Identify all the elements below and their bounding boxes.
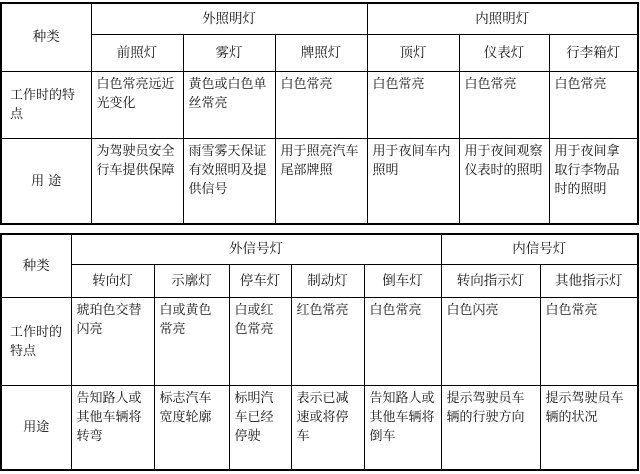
use-cell: 雨雪雾天保证有效照明及提供信号 [183,138,275,224]
lighting-lamps-table [0,2,639,225]
use-cell: 用于照亮汽车尾部牌照 [275,138,367,224]
feature-cell: 白色常亮远近光变化 [91,71,183,138]
column-header: 示廓灯 [154,264,229,297]
column-header: 制动灯 [291,264,364,297]
column-header: 行李箱灯 [549,34,638,71]
feature-cell: 白或红色常亮 [229,297,291,385]
internal-signal-header: 内信号灯 [441,234,638,264]
external-lighting-header: 外照明灯 [91,3,367,34]
feature-cell: 白色常亮 [459,71,549,138]
feature-cell: 白色常亮 [364,297,441,385]
use-cell: 告知路人或其他车辆将倒车 [364,385,441,470]
column-header: 前照灯 [91,34,183,71]
row-label-features: 工作时的特点 [1,71,91,138]
use-cell: 为驾驶员安全行车提供保障 [91,138,183,224]
column-header: 顶灯 [367,34,459,71]
column-header: 仪表灯 [459,34,549,71]
category-header: 种类 [1,234,71,297]
signal-lamps-table [0,233,639,471]
feature-cell: 琥珀色交替闪亮 [71,297,154,385]
column-header: 倒车灯 [364,264,441,297]
column-header: 雾灯 [183,34,275,71]
use-cell: 标明汽车已经停驶 [229,385,291,470]
use-cell: 提示驾驶员车辆的状况 [540,385,638,470]
feature-cell: 黄色或白色单丝常亮 [183,71,275,138]
row-label-features: 工作时的特点 [1,297,71,385]
feature-cell: 白或黄色常亮 [154,297,229,385]
feature-cell: 白色常亮 [540,297,638,385]
column-header: 其他指示灯 [540,264,638,297]
use-cell: 告知路人或其他车辆将转弯 [71,385,154,470]
use-cell: 用于夜间车内照明 [367,138,459,224]
row-label-uses: 用途 [1,385,71,470]
feature-cell: 白色常亮 [275,71,367,138]
feature-cell: 白色闪亮 [441,297,540,385]
category-header: 种类 [1,3,91,71]
external-signal-header: 外信号灯 [71,234,441,264]
use-cell: 提示驾驶员车辆的行驶方向 [441,385,540,470]
feature-cell: 红色常亮 [291,297,364,385]
column-header: 停车灯 [229,264,291,297]
internal-lighting-header: 内照明灯 [367,3,638,34]
use-cell: 用于夜间观察仪表时的照明 [459,138,549,224]
feature-cell: 白色常亮 [367,71,459,138]
use-cell: 标志汽车宽度轮廓 [154,385,229,470]
feature-cell: 白色常亮 [549,71,638,138]
column-header: 转向灯 [71,264,154,297]
column-header: 转向指示灯 [441,264,540,297]
use-cell: 表示已减速或将停车 [291,385,364,470]
row-label-uses: 用 途 [1,138,91,224]
column-header: 牌照灯 [275,34,367,71]
use-cell: 用于夜间拿取行李物品时的照明 [549,138,638,224]
